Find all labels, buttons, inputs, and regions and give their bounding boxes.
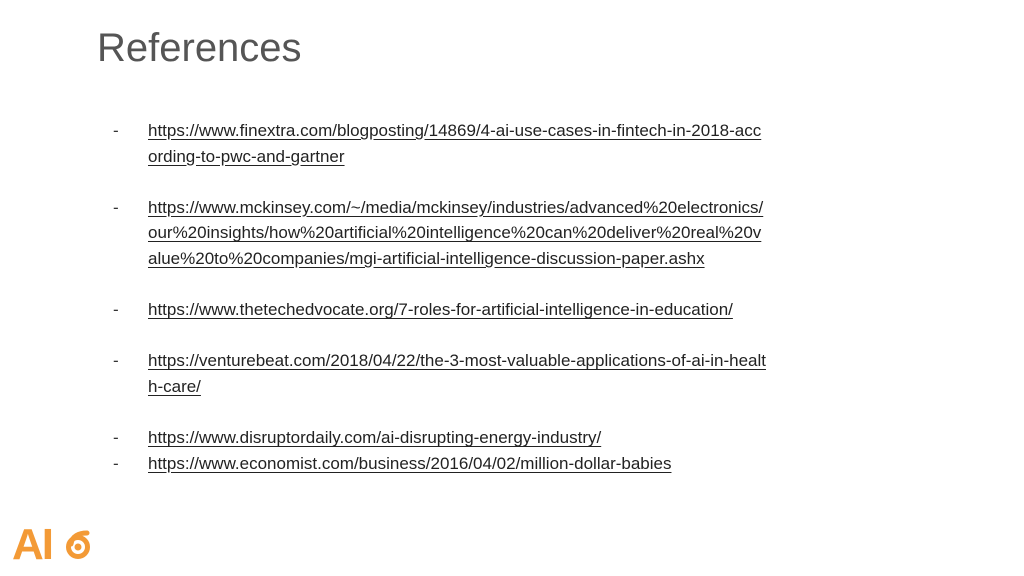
list-dash: - <box>113 197 119 217</box>
logo-text: AI <box>12 520 52 569</box>
list-dash: - <box>113 121 119 140</box>
reference-link-finextra[interactable]: https://www.finextra.com/blogposting/14869/4-ai-use-cases-in-fintech-in-2018-according-to-pwc-and-gartner <box>148 121 762 166</box>
list-dash: - <box>113 300 119 320</box>
list-item <box>113 195 773 272</box>
reference-link-mckinsey[interactable]: https://www.mckinsey.com/~/media/mckinsey/industries/advanced%20electronics/our%20insights/how%20artificial%20intelligence%20can%20deliver%20real%20value%20to%20companies/mgi-artificial-intelligence-discussion-paper.ashx <box>148 197 764 268</box>
list-item <box>113 425 773 451</box>
reference-link-techedvocate[interactable]: https://www.thetechedvocate.org/7-roles-for-artificial-intelligence-in-education/ <box>148 300 733 320</box>
list-item <box>113 348 773 399</box>
list-dash: - <box>113 428 119 448</box>
reference-link-venturebeat[interactable]: https://venturebeat.com/2018/04/22/the-3-most-valuable-applications-of-ai-in-health-care/ <box>148 351 767 396</box>
list-item <box>113 118 773 169</box>
reference-link-disruptordaily[interactable]: https://www.disruptordaily.com/ai-disrupting-energy-industry/ <box>148 428 602 448</box>
list-item <box>113 451 773 477</box>
logo <box>12 520 92 570</box>
page-title: References <box>97 26 302 70</box>
ai6-logo-mark-icon <box>62 530 94 562</box>
list-item <box>113 297 773 323</box>
list-dash: - <box>113 453 119 473</box>
references-list <box>113 118 773 476</box>
list-dash: - <box>113 351 119 371</box>
reference-link-economist[interactable]: https://www.economist.com/business/2016/04/02/million-dollar-babies <box>148 453 672 473</box>
